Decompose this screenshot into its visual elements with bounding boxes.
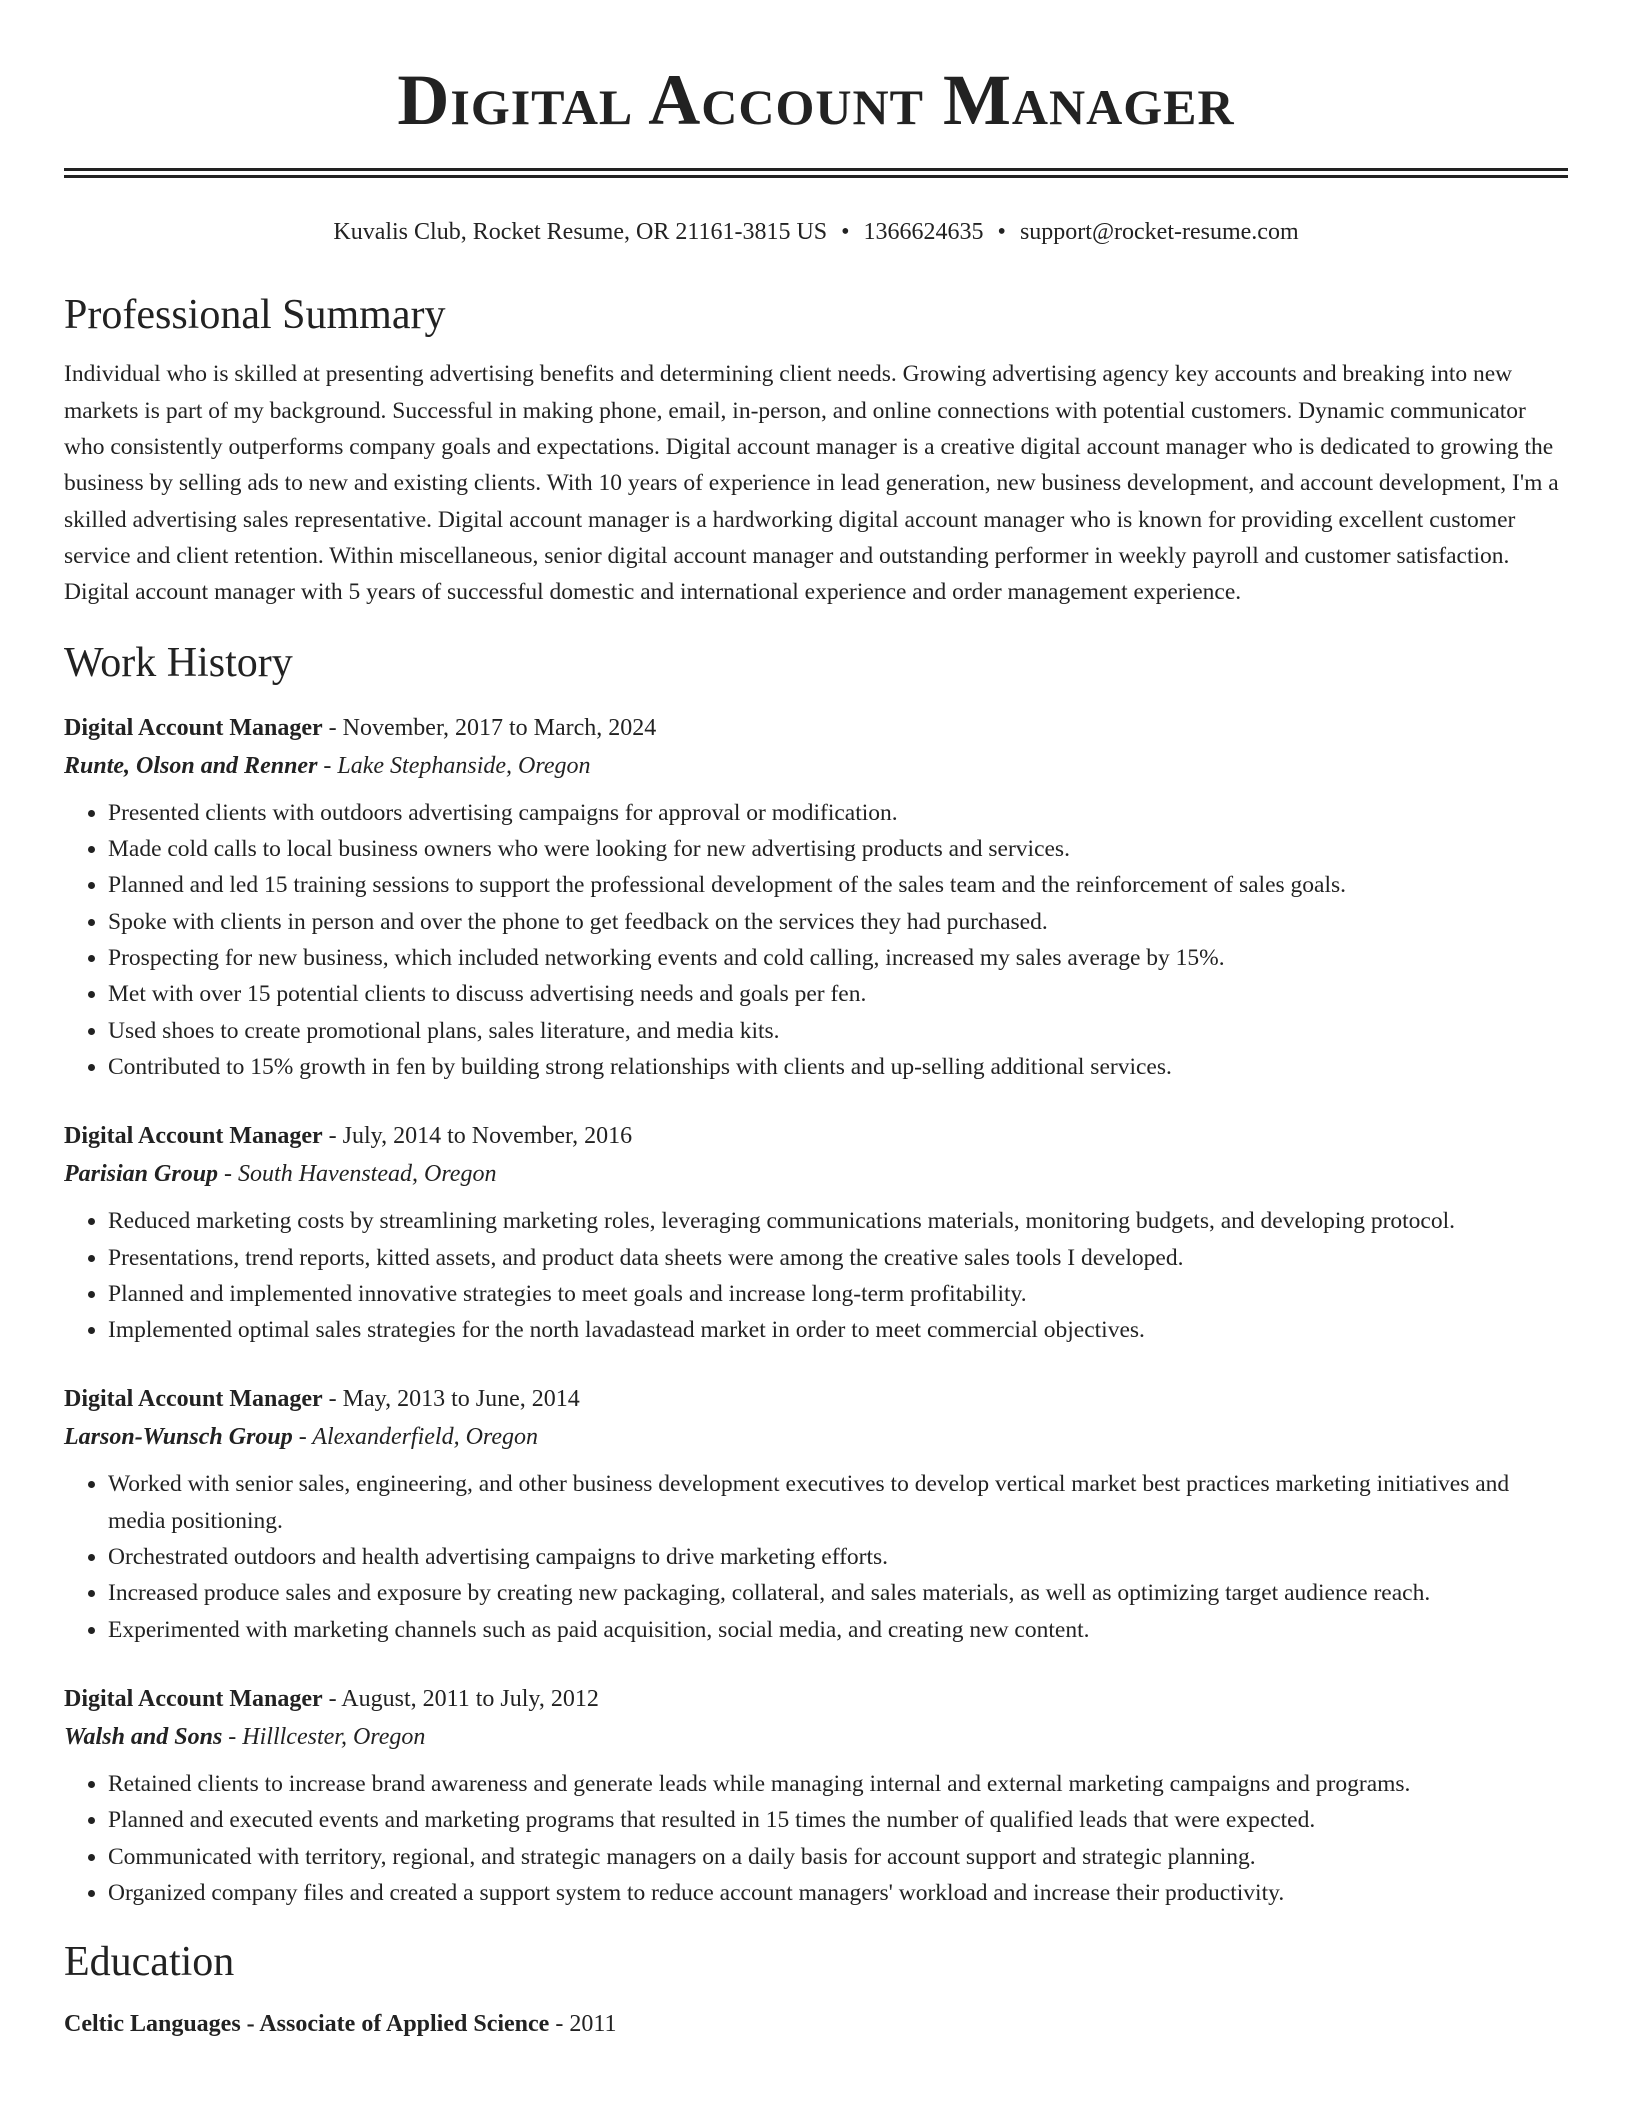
company-name: Parisian Group — [64, 1161, 219, 1188]
job-entry — [64, 709, 1568, 1085]
education-field: Celtic Languages — [64, 2011, 241, 2038]
job-bullet: • Retained clients to increase brand awareness and generate leads while managing internal and external marketing campaigns and programs. — [108, 1766, 1568, 1802]
summary-heading: Professional Summary — [64, 292, 446, 338]
job-bullet: • Implemented optimal sales strategies for the north lavadastead market in order to meet commercial objectives. — [108, 1312, 1568, 1348]
job-dates: - August, 2011 to July, 2012 — [322, 1685, 599, 1712]
resume-page — [64, 0, 1568, 2043]
job-dates: - November, 2017 to March, 2024 — [322, 714, 657, 741]
job-dates: - July, 2014 to November, 2016 — [322, 1123, 633, 1150]
job-bullet: • Planned and executed events and marketing programs that resulted in 15 times the number of qualified leads that were expected. — [108, 1802, 1568, 1838]
education-degree: Associate of Applied Science — [259, 2011, 550, 2038]
title-double-rule — [64, 168, 1568, 178]
job-bullet: • Experimented with marketing channels such as paid acquisition, social media, and creating new content. — [108, 1612, 1568, 1648]
company-name: Walsh and Sons — [64, 1723, 223, 1750]
job-bullet: • Spoke with clients in person and over the phone to get feedback on the services they had purchased. — [108, 904, 1568, 940]
job-title-line — [64, 1680, 1568, 1718]
company-location: - Alexanderfield, Oregon — [292, 1424, 539, 1451]
job-bullet: • Planned and implemented innovative strategies to meet goals and increase long-term profitability. — [108, 1276, 1568, 1312]
contact-email: support@rocket-resume.com — [1019, 219, 1299, 245]
summary-text: Individual who is skilled at presenting advertising benefits and determining client needs. Growing advertising agency key accounts and breaking into new markets is part of my background. Successful in making phone, email, in-person, and online connections with potential customers. Dynamic communicator who consistently outperforms company goals and expectations. Digital account manager is a creative digital account manager who is dedicated to growing the business by selling ads to new and existing clients. With 10 years of experience in lead generation, new business development, and account development, I'm a skilled advertising sales representative. Digital account manager is a hardworking digital account manager who is known for providing excellent customer service and client retention. Within miscellaneous, senior digital account manager and outstanding performer in weekly payroll and customer satisfaction. Digital account manager with 5 years of successful domestic and international experience and order management experience. — [64, 361, 1559, 606]
job-bullet: • Planned and led 15 training sessions to support the professional development of the sales team and the reinforcement of sales goals. — [108, 867, 1568, 903]
company-location: - Hilllcester, Oregon — [222, 1723, 426, 1750]
company-line — [64, 747, 1568, 785]
resume-title: Digital Account Manager — [397, 60, 1235, 140]
company-location: - Lake Stephanside, Oregon — [317, 752, 591, 779]
company-line — [64, 1718, 1568, 1756]
education-year-separator: - — [549, 2011, 570, 2038]
job-title: Digital Account Manager — [64, 1685, 323, 1712]
job-bullets — [64, 795, 1568, 1085]
education-entry — [64, 2005, 1568, 2043]
job-entry — [64, 1680, 1568, 1911]
job-bullets — [64, 1466, 1568, 1647]
contact-separator: • — [841, 219, 850, 245]
job-entry — [64, 1117, 1568, 1348]
job-title: Digital Account Manager — [64, 1123, 323, 1150]
education-year: 2011 — [569, 2011, 617, 2038]
education-degree-separator: - — [240, 2011, 260, 2038]
job-title: Digital Account Manager — [64, 714, 323, 741]
job-bullet: • Prospecting for new business, which included networking events and cold calling, increased my sales average by 15%. — [108, 940, 1568, 976]
company-line — [64, 1155, 1568, 1193]
contact-separator: • — [997, 219, 1006, 245]
job-bullet: • Contributed to 15% growth in fen by building strong relationships with clients and up-selling additional services. — [108, 1049, 1568, 1085]
job-bullets — [64, 1766, 1568, 1911]
job-bullet: • Made cold calls to local business owners who were looking for new advertising products and services. — [108, 831, 1568, 867]
job-bullet: • Orchestrated outdoors and health advertising campaigns to drive marketing efforts. — [108, 1539, 1568, 1575]
job-bullet: • Increased produce sales and exposure by creating new packaging, collateral, and sales materials, as well as optimizing target audience reach. — [108, 1575, 1568, 1611]
job-bullet: • Met with over 15 potential clients to discuss advertising needs and goals per fen. — [108, 976, 1568, 1012]
job-bullet: • Used shoes to create promotional plans, sales literature, and media kits. — [108, 1013, 1568, 1049]
contact-line — [64, 216, 1568, 248]
job-bullet: • Communicated with territory, regional, and strategic managers on a daily basis for account support and strategic planning. — [108, 1839, 1568, 1875]
job-bullet: • Worked with senior sales, engineering, and other business development executives to develop vertical market best practices marketing initiatives and media positioning. — [108, 1466, 1568, 1539]
job-entry — [64, 1380, 1568, 1647]
work-history-heading: Work History — [64, 640, 293, 687]
job-bullets — [64, 1203, 1568, 1348]
job-title-line — [64, 1117, 1568, 1155]
company-line — [64, 1418, 1568, 1456]
job-title-line — [64, 709, 1568, 747]
company-location: - South Havenstead, Oregon — [218, 1161, 497, 1188]
job-title-line — [64, 1380, 1568, 1418]
job-bullet: • Organized company files and created a support system to reduce account managers' workload and increase their productivity. — [108, 1875, 1568, 1911]
job-title: Digital Account Manager — [64, 1386, 323, 1413]
job-dates: - May, 2013 to June, 2014 — [322, 1386, 580, 1413]
contact-phone: 1366624635 — [863, 219, 984, 245]
contact-address: Kuvalis Club, Rocket Resume, OR 21161-3815 US — [333, 219, 828, 245]
education-heading: Education — [64, 1939, 235, 1986]
company-name: Larson-Wunsch Group — [64, 1424, 293, 1451]
job-bullet: • Reduced marketing costs by streamlining marketing roles, leveraging communications materials, monitoring budgets, and developing protocol. — [108, 1203, 1568, 1239]
job-bullet: • Presented clients with outdoors advertising campaigns for approval or modification. — [108, 795, 1568, 831]
job-bullet: • Presentations, trend reports, kitted assets, and product data sheets were among the creative sales tools I developed. — [108, 1240, 1568, 1276]
company-name: Runte, Olson and Renner — [64, 752, 318, 779]
